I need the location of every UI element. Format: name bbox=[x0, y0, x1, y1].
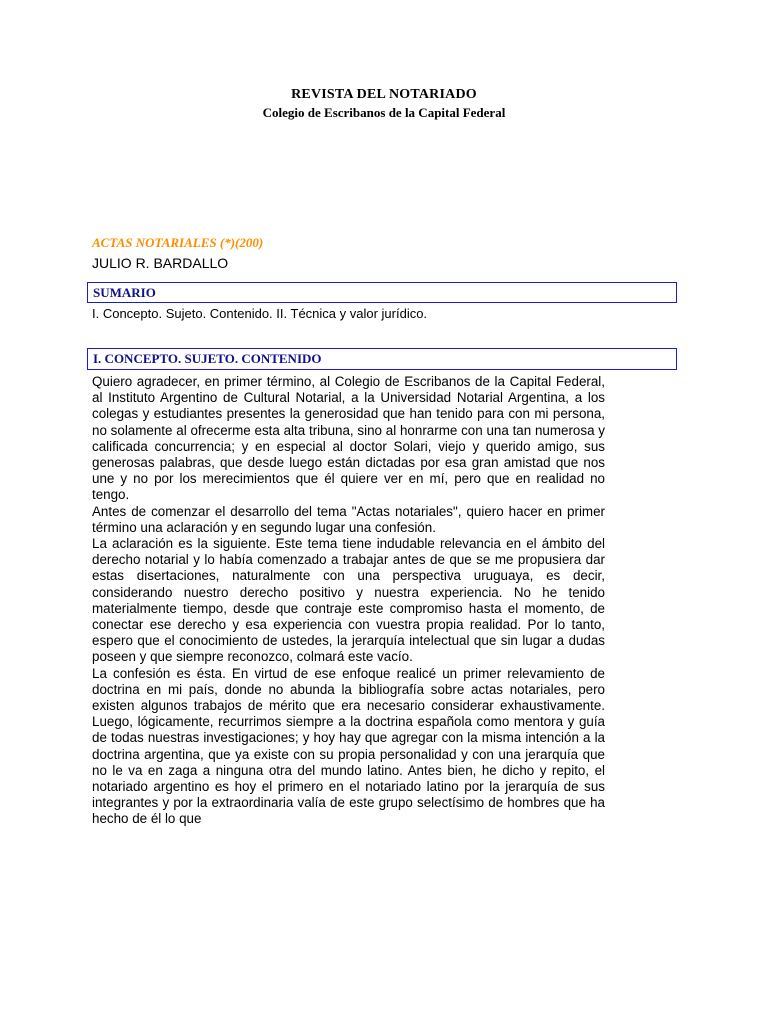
paragraph: Quiero agradecer, en primer término, al Colegio de Escribanos de la Capital Federal, al Instituto Argentino de Cultural Notarial, a la Universidad Notarial Argentina, a los colegas y estudiantes presentes la generosidad que han tenido para con mi persona, no solamente al ofrecerme esta alta tribuna, sino al honrarme con una tan numerosa y calificada concurrencia; y en especial al doctor Solari, viejo y querido amigo, sus generosas palabras, que desde luego están dictadas por esa gran amistad que nos une y no por los merecimientos que él quiere ver en mí, pero que en realidad no tengo. bbox=[92, 374, 605, 503]
section-heading-box bbox=[87, 348, 677, 370]
sumario-heading: SUMARIO bbox=[93, 285, 156, 300]
paragraph: Antes de comenzar el desarrollo del tema "Actas notariales", quiero hacer en primer término una aclaración y en segundo lugar una confesión. bbox=[92, 503, 605, 535]
sumario-text: I. Concepto. Sujeto. Contenido. II. Técnica y valor jurídico. bbox=[92, 306, 428, 321]
sumario-heading-box bbox=[87, 282, 677, 303]
journal-subtitle: Colegio de Escribanos de la Capital Federal bbox=[262, 105, 506, 120]
section-heading: I. CONCEPTO. SUJETO. CONTENIDO bbox=[93, 351, 322, 366]
article-author: JULIO R. BARDALLO bbox=[92, 255, 229, 271]
article-title: ACTAS NOTARIALES (*)(200) bbox=[92, 235, 264, 250]
paragraph: La aclaración es la siguiente. Este tema tiene indudable relevancia en el ámbito del derecho notarial y lo había comenzado a trabajar antes de que se me propusiera dar estas disertaciones, naturalmente con una perspectiva uruguaya, es decir, considerando nuestro derecho positivo y nuestra experiencia. No he tenido materialmente tiempo, desde que contraje este compromiso hasta el momento, de conectar ese derecho y esa experiencia con vuestra propia realidad. Por lo tanto, espero que el conocimiento de ustedes, la jerarquía intelectual que sin lugar a dudas poseen y que siempre reconozco, colmará este vacío. bbox=[92, 536, 605, 665]
journal-title: REVISTA DEL NOTARIADO bbox=[291, 87, 477, 102]
paragraph: La confesión es ésta. En virtud de ese enfoque realicé un primer relevamiento de doctrina en mi país, donde no abunda la bibliografía sobre actas notariales, pero existen algunos trabajos de mérito que era necesario considerar exhaustivamente. Luego, lógicamente, recurrimos siempre a la doctrina española como mentora y guía de todas nuestras investigaciones; y hoy hay que agregar con la misma intención a la doctrina argentina, que ya existe con su propia personalidad y con una jerarquía que no le va en zaga a ninguna otra del mundo latino. Antes bien, he dicho y repito, el notariado argentino es hoy el primero en el notariado latino por la jerarquía de sus integrantes y por la extraordinaria valía de este grupo selectísimo de hombres que ha hecho de él lo que bbox=[92, 665, 605, 827]
body-text bbox=[92, 374, 605, 828]
